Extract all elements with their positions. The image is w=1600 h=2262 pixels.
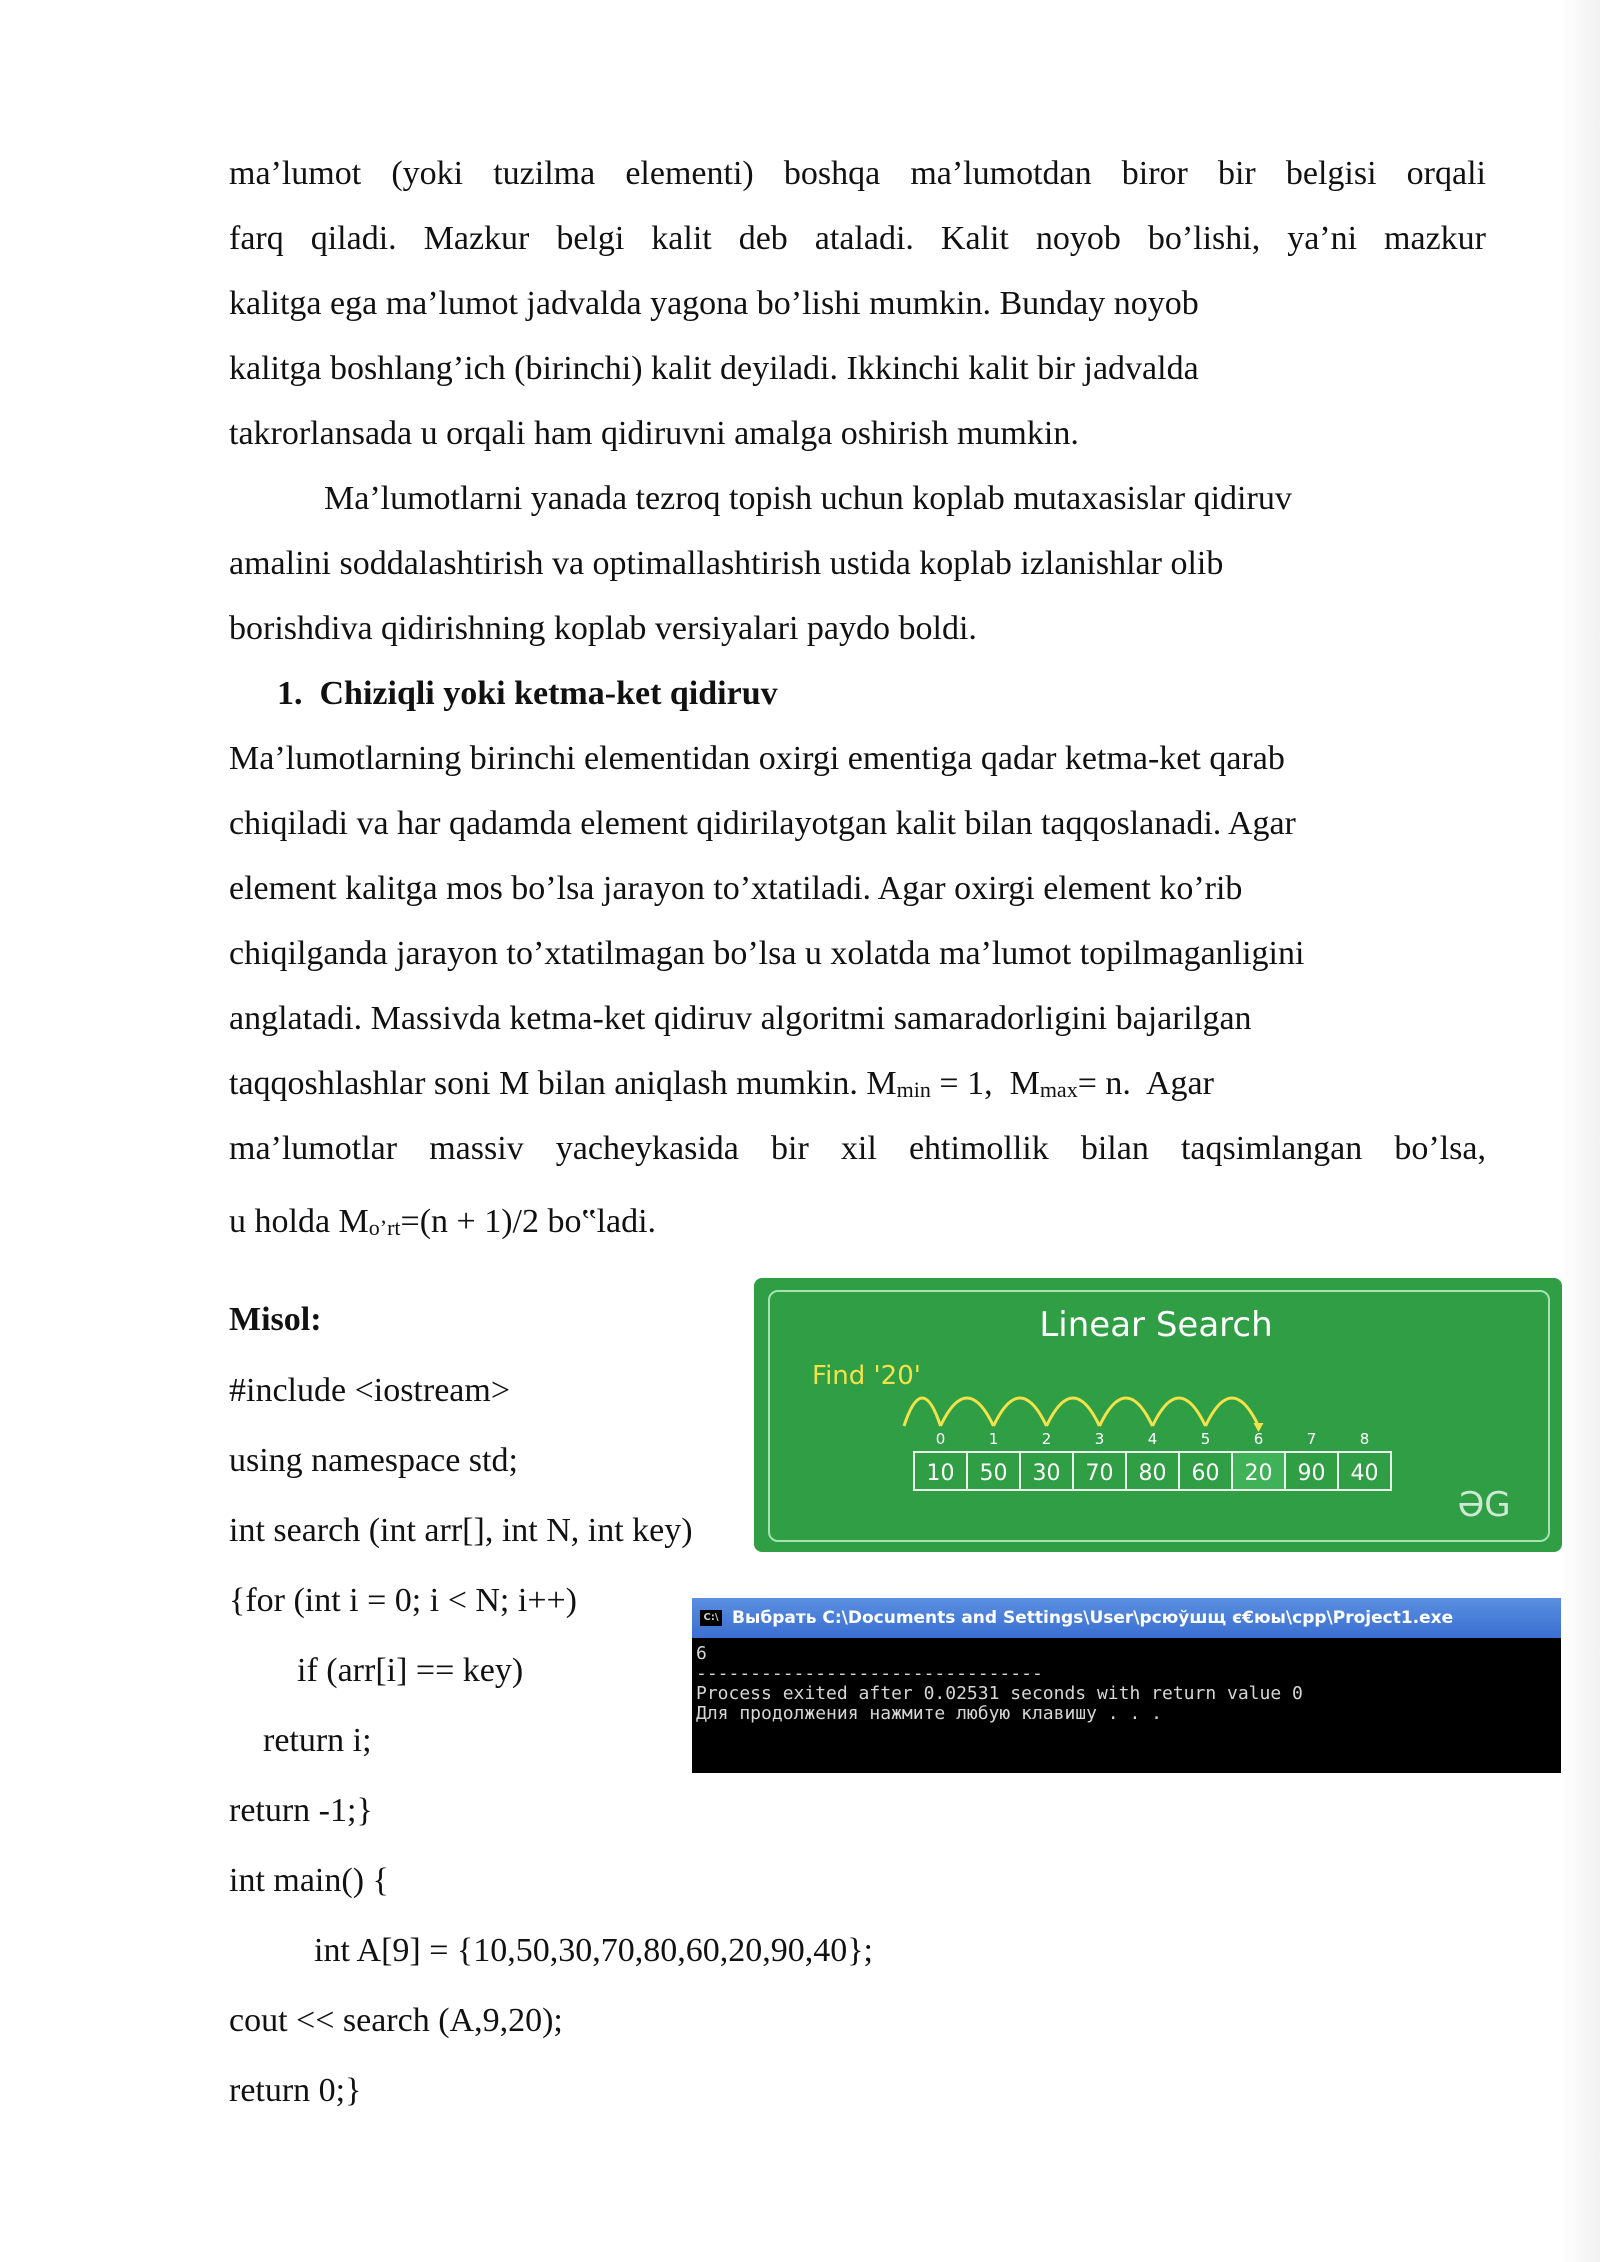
array-cells — [914, 1430, 1391, 1490]
average-formula-line — [229, 1202, 656, 1248]
search-arc — [1206, 1398, 1259, 1426]
array-index: 7 — [1306, 1430, 1317, 1448]
page-edge-shadow — [1560, 0, 1600, 2262]
array-value: 80 — [1138, 1461, 1167, 1486]
paragraph-line: chiqilganda jarayon to’xtatilmagan bo’lsa u xolatda ma’lumot topilmaganligini — [229, 935, 1305, 972]
paragraph-line: element kalitga mos bo’lsa jarayon to’xtatiladi. Agar oxirgi element ko’rib — [229, 870, 1243, 907]
figure-title: Linear Search — [1039, 1305, 1273, 1345]
code-line: int search (int arr[], int N, int key) — [229, 1512, 693, 1549]
formula-line — [229, 1064, 1214, 1110]
paragraph-line: ma’lumot (yoki tuzilma elementi) boshqa ma’lumotdan biror bir belgisi orqali — [229, 155, 1486, 192]
array-index: 4 — [1147, 1430, 1158, 1448]
code-line: int main() { — [229, 1862, 389, 1899]
array-index: 2 — [1041, 1430, 1052, 1448]
formula-text: = n. Agar — [1077, 1065, 1214, 1102]
code-line: if (arr[i] == key) — [229, 1652, 524, 1689]
console-line: Для продолжения нажмите любую клавишу . . . — [696, 1703, 1162, 1724]
paragraph-line: chiqiladi va har qadamda element qidirilayotgan kalit bilan taqqoslanadi. Agar — [229, 805, 1296, 842]
paragraph-line: Ma’lumotlarning birinchi elementidan oxirgi ementiga qadar ketma-ket qarab — [229, 740, 1285, 777]
console-window — [692, 1598, 1561, 1773]
array-value: 50 — [979, 1461, 1008, 1486]
search-arcs — [904, 1398, 1264, 1432]
code-line: int A[9] = {10,50,30,70,80,60,20,90,40}; — [229, 1932, 873, 1969]
console-line: 6 — [696, 1643, 707, 1664]
find-label: Find '20' — [812, 1361, 921, 1391]
array-index: 6 — [1253, 1430, 1264, 1448]
paragraph-line: takrorlansada u orqali ham qidiruvni amalga oshirish mumkin. — [229, 415, 1079, 452]
search-arc — [994, 1398, 1047, 1426]
array-value: 30 — [1032, 1461, 1061, 1486]
subscript-min: min — [896, 1077, 931, 1102]
array-value: 20 — [1244, 1461, 1273, 1486]
paragraph-line: anglatadi. Massivda ketma-ket qidiruv algoritmi samaradorligini bajarilgan — [229, 1000, 1252, 1037]
paragraph-line: Ma’lumotlarni yanada tezroq topish uchun koplab mutaxasislar qidiruv — [324, 480, 1292, 517]
console-line: Process exited after 0.02531 seconds with return value 0 — [696, 1683, 1303, 1704]
array-index: 8 — [1359, 1430, 1370, 1448]
console-app-icon: C:\ — [700, 1610, 722, 1626]
subscript-max: max — [1039, 1077, 1078, 1102]
search-arc — [1153, 1398, 1206, 1426]
array-index: 3 — [1094, 1430, 1105, 1448]
example-label: Misol: — [229, 1301, 322, 1338]
paragraph-line: kalitga boshlang’ich (birinchi) kalit deyiladi. Ikkinchi kalit bir jadvalda — [229, 350, 1199, 387]
console-line: -------------------------------- — [696, 1663, 1043, 1684]
array-value: 40 — [1350, 1461, 1379, 1486]
paragraph-line: amalini soddalashtirish va optimallashtirish ustida koplab izlanishlar olib — [229, 545, 1224, 582]
subscript-average: o’rt — [368, 1215, 401, 1240]
formula-text: =(n + 1)/2 bo‟ladi. — [400, 1203, 657, 1240]
code-line: #include <iostream> — [229, 1372, 510, 1409]
console-title-bar — [692, 1598, 1561, 1638]
paragraph-line: kalitga ega ma’lumot jadvalda yagona bo’lishi mumkin. Bunday noyob — [229, 285, 1199, 322]
search-arc — [1100, 1398, 1153, 1426]
array-value: 90 — [1297, 1461, 1326, 1486]
array-index: 1 — [988, 1430, 999, 1448]
array-index: 0 — [935, 1430, 946, 1448]
search-arc — [904, 1398, 941, 1426]
formula-text: u holda M — [229, 1203, 369, 1240]
code-line: cout << search (A,9,20); — [229, 2002, 563, 2039]
paragraph-line: ma’lumotlar massiv yacheykasida bir xil ehtimollik bilan taqsimlangan bo’lsa, — [229, 1130, 1486, 1167]
search-arc — [1047, 1398, 1100, 1426]
array-value: 60 — [1191, 1461, 1220, 1486]
paragraph-line: borishdiva qidirishning koplab versiyalari paydo boldi. — [229, 610, 977, 647]
paragraph-line: farq qiladi. Mazkur belgi kalit deb ataladi. Kalit noyob bo’lishi, ya’ni mazkur — [229, 220, 1486, 257]
search-arc — [941, 1398, 994, 1426]
logo-mark: ƏG — [1457, 1485, 1511, 1525]
linear-search-figure — [754, 1278, 1562, 1552]
code-line: using namespace std; — [229, 1442, 518, 1479]
code-line: return i; — [229, 1722, 372, 1759]
code-line: return 0;} — [229, 2072, 362, 2109]
code-line: return -1;} — [229, 1792, 373, 1829]
console-title-text: Выбрать C:\Documents and Settings\User\рсюўшщ є€юы\cpp\Project1.exe — [732, 1608, 1454, 1628]
code-line: {for (int i = 0; i < N; i++) — [229, 1582, 577, 1619]
formula-text: = 1, M — [930, 1065, 1040, 1102]
section-heading: 1. Chiziqli yoki ketma-ket qidiruv — [277, 675, 778, 712]
linear-search-diagram — [754, 1278, 1562, 1552]
console-output — [692, 1638, 1561, 1730]
array-index: 5 — [1200, 1430, 1211, 1448]
array-value: 70 — [1085, 1461, 1114, 1486]
formula-text: taqqoshlashlar soni M bilan aniqlash mumkin. M — [229, 1065, 897, 1102]
array-value: 10 — [926, 1461, 955, 1486]
